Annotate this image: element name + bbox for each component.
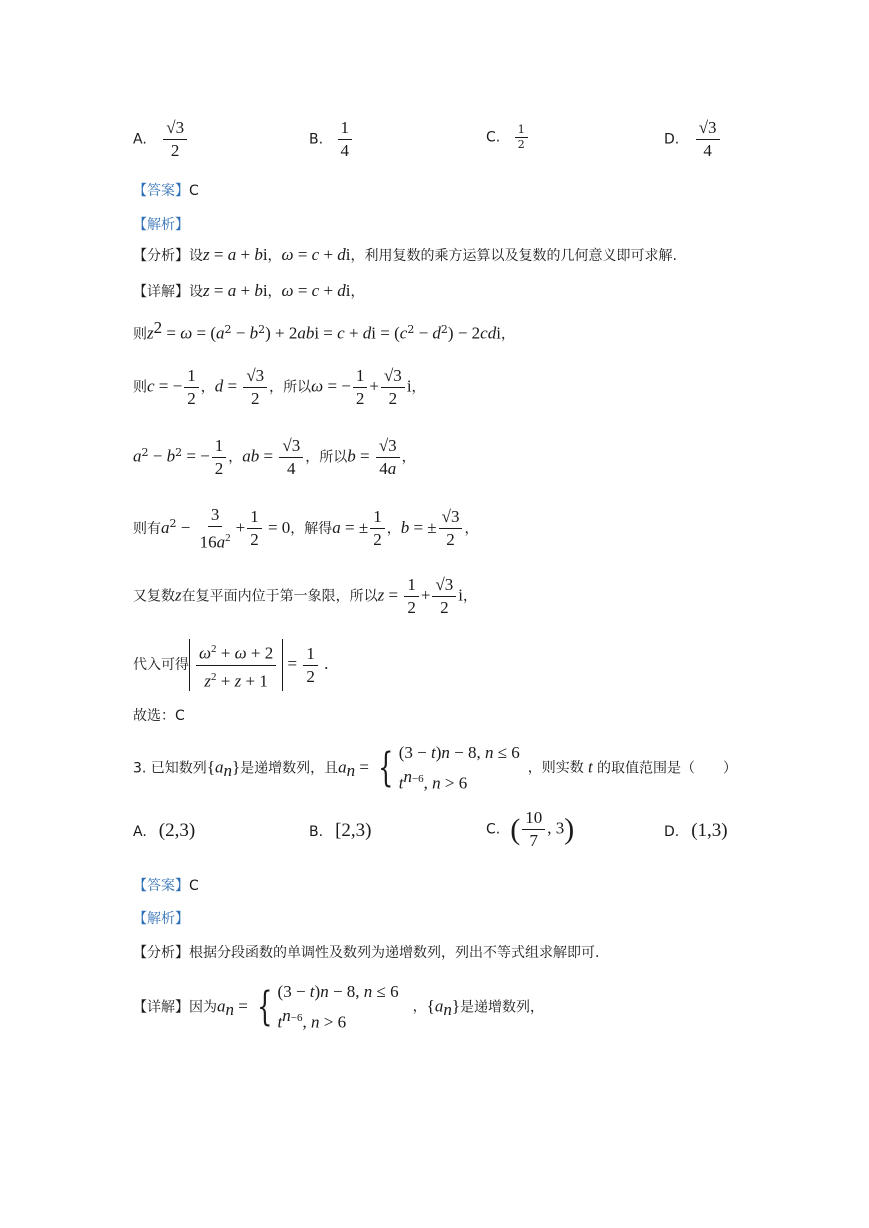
q3-stem: 3. 已知数列$\{a_n\}$是递增数列，且$a_n$ = { (3 − t)n − 8, n ≤ 6 $t^{n-6}$, n > 6 ，则实数 t 的取值范围是（ ） bbox=[133, 743, 738, 793]
q3-analysis-heading bbox=[133, 908, 189, 928]
she-word: 设 bbox=[189, 248, 203, 264]
option-a-numerator: √3 bbox=[163, 118, 187, 140]
zeyou-word: 则有 bbox=[133, 520, 161, 537]
q2-ab-line: $a^2 - b^2$ = − $\frac{1}{2}$ ，ab = $\frac{√3}{4}$ ，所以b = $\frac{√3}{4a}$ ， bbox=[133, 436, 416, 478]
q3-option-b-label: B. bbox=[309, 824, 324, 840]
option-c-fraction bbox=[515, 124, 528, 151]
q3-option-c: C. ( $\frac{10}{7}$ , 3) bbox=[486, 808, 575, 850]
then-word: 则 bbox=[133, 326, 147, 343]
option-d-denominator: 4 bbox=[703, 141, 712, 160]
q3-answer-tag: 【答案】 bbox=[133, 878, 189, 894]
option-b-denominator: 4 bbox=[340, 141, 350, 160]
q2-analysis-heading bbox=[133, 214, 189, 234]
q3-yinwei: 因为 bbox=[189, 999, 217, 1016]
option-b-numerator: 1 bbox=[338, 118, 353, 140]
suoyi-word-2: 所以 bbox=[319, 449, 348, 466]
fenxi-tag: 【分析】 bbox=[133, 248, 189, 264]
dairu-word: 代入可得 bbox=[133, 657, 189, 674]
q3-xiangjie-line: 【详解】因为$a_n$ = { (3 − t)n − 8, n ≤ 6 $t^{n-6}$, n > 6 ，$\{a_n\}$是递增数列， bbox=[133, 982, 544, 1032]
q2-solve-line: 则有$a^2$ − $\frac{3}{16a^2}$ + $\frac{1}{2}$ = 0，解得a = ± $\frac{1}{2}$ ，b = ± $\frac{√3}{2}$ ， bbox=[133, 505, 479, 552]
option-b-label: B. bbox=[309, 131, 324, 148]
q2-answer-line bbox=[133, 180, 199, 200]
suoyi-word: 所以 bbox=[283, 379, 312, 396]
option-a-fraction bbox=[163, 118, 187, 161]
q3-option-d-label: D. bbox=[664, 824, 680, 840]
option-a-label: A. bbox=[133, 131, 147, 148]
q3-option-a bbox=[133, 820, 195, 842]
q3-option-a-value: (2,3) bbox=[158, 820, 196, 841]
q3-seq-tail: 是递增数列， bbox=[459, 999, 544, 1016]
q3-option-a-label: A. bbox=[133, 824, 147, 840]
option-b bbox=[309, 118, 354, 161]
q2-quadrant-line: 又复数z在复平面内位于第一象限，所以z = $\frac{1}{2}$ + $\frac{√3}{2}$ i， bbox=[133, 575, 478, 617]
option-c-label: C. bbox=[486, 129, 501, 146]
option-c-denominator: 2 bbox=[517, 138, 525, 151]
q2-square-line: 则$z^2 = \omega = (a^2 - b^2) + 2abi = c$ + di = $(c^2 - d^2) - 2cdi$， bbox=[133, 318, 515, 343]
option-c bbox=[486, 124, 530, 151]
q2-xiangjie-line: 【详解】设z = a + bi，ω = c + di， bbox=[133, 281, 365, 300]
analysis-tag: 【解析】 bbox=[133, 217, 189, 233]
q3-option-b bbox=[309, 820, 371, 842]
then-word-2: 则 bbox=[133, 379, 147, 396]
q3-answer-value: C bbox=[189, 878, 199, 894]
q3-fenxi-text: 根据分段函数的单调性及数列为递增数列，列出不等式组求解即可. bbox=[189, 945, 600, 961]
q2-fenxi-line: 【分析】设z = a + bi，ω = c + di，利用复数的乘方运算以及复数的几何意义即可求解. bbox=[133, 245, 677, 264]
she-word-2: 设 bbox=[189, 284, 203, 300]
q3-xiangjie-tag: 【详解】 bbox=[133, 999, 189, 1016]
youfushu-word: 又复数 bbox=[133, 588, 175, 605]
answer-value: C bbox=[189, 183, 199, 199]
option-a-denominator: 2 bbox=[170, 141, 180, 160]
q3-option-d-value: (1,3) bbox=[691, 820, 728, 841]
quadrant-text: 在复平面内位于第一象限，所以 bbox=[181, 588, 378, 605]
q3-fenxi-line bbox=[133, 942, 599, 962]
option-d-numerator: √3 bbox=[696, 118, 720, 140]
option-d-fraction bbox=[696, 118, 720, 161]
option-a bbox=[133, 118, 189, 161]
xiangjie-tag: 【详解】 bbox=[133, 284, 189, 300]
q3-stem-mid: 是递增数列，且 bbox=[240, 760, 339, 777]
q2-result-line: 代入可得 $\frac{\omega^2 + \omega + 2}{z^2 + z + 1}$ = $\frac{1}{2}$ . bbox=[133, 639, 328, 691]
jiede-word: 解得 bbox=[304, 520, 333, 537]
q3-answer-line bbox=[133, 875, 199, 895]
answer-tag: 【答案】 bbox=[133, 183, 189, 199]
option-c-numerator: 1 bbox=[515, 124, 528, 138]
q3-stem-suffix: ，则实数 bbox=[527, 760, 584, 777]
q3-fenxi-tag: 【分析】 bbox=[133, 945, 189, 961]
q3-option-d bbox=[664, 820, 728, 842]
q3-option-c-label: C. bbox=[486, 821, 501, 838]
q3-stem-prefix: 3. 已知数列 bbox=[133, 760, 207, 777]
q3-option-b-value: [2,3) bbox=[335, 820, 372, 841]
option-d-label: D. bbox=[664, 131, 680, 148]
q2-cd-line: 则c = − $\frac{1}{2}$ ，d = $\frac{√3}{2}$ ，所以ω = − $\frac{1}{2}$ + $\frac{√3}{2}$ i， bbox=[133, 366, 426, 408]
option-d bbox=[664, 118, 722, 161]
q2-choose-line bbox=[133, 705, 185, 725]
q3-analysis-tag: 【解析】 bbox=[133, 911, 189, 927]
q3-stem-end: 的取值范围是（ ） bbox=[597, 760, 738, 777]
option-b-fraction bbox=[338, 118, 353, 161]
guxuan-text: 故选：C bbox=[133, 708, 185, 724]
fenxi-text: ，利用复数的乘方运算以及复数的几何意义即可求解. bbox=[350, 248, 677, 264]
